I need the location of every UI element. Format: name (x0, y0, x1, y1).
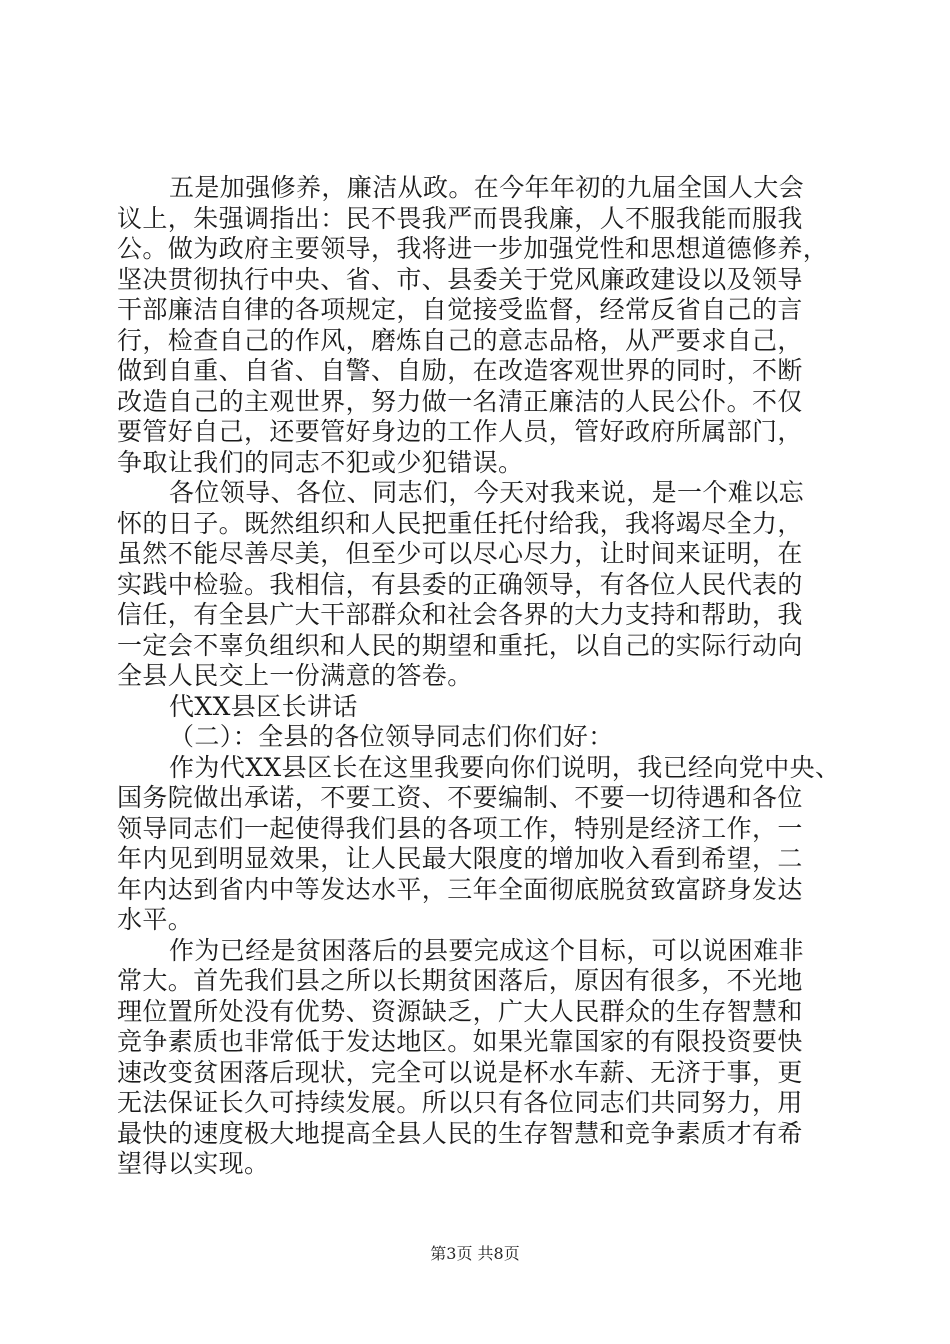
document-body (117, 173, 841, 1180)
text-line: 虽然不能尽善尽美，但至少可以尽心尽力，让时间来证明，在 (117, 539, 803, 568)
text-line: 竞争素质也非常低于发达地区。如果光靠国家的有限投资要快 (117, 1027, 803, 1056)
page-number-footer: 第3页 共8页 (430, 1244, 520, 1263)
text-line: 年内达到省内中等发达水平，三年全面彻底脱贫致富跻身发达 (117, 874, 803, 904)
text-line: 全县人民交上一份满意的答卷。 (117, 661, 473, 690)
text-line: 五是加强修养，廉洁从政。在今年年初的九届全国人大会 (169, 173, 805, 202)
text-line: 信任，有全县广大干部群众和社会各界的大力支持和帮助，我 (117, 600, 803, 629)
text-line: 年内见到明显效果，让人民最大限度的增加收入看到希望，二 (117, 844, 803, 873)
text-line: 领导同志们一起使得我们县的各项工作，特别是经济工作，一 (117, 813, 803, 843)
text-line: （二）：全县的各位领导同志们你们好： (169, 722, 614, 751)
text-line: 一定会不辜负组织和人民的期望和重托，以自己的实际行动向 (117, 630, 803, 660)
text-line: 行，检查自己的作风，磨炼自己的意志品格，从严要求自己， (117, 325, 803, 355)
text-line: 公。做为政府主要领导，我将进一步加强党性和思想道德修养， (117, 234, 829, 263)
text-line: 改造自己的主观世界，努力做一名清正廉洁的人民公仆。不仅 (117, 386, 803, 416)
text-line: 各位领导、各位、同志们，今天对我来说，是一个难以忘 (169, 478, 805, 507)
text-line: 坚决贯彻执行中央、省、市、县委关于党风廉政建设以及领导 (117, 264, 803, 294)
text-line: 争取让我们的同志不犯或少犯错误。 (117, 447, 524, 477)
text-line: 要管好自己，还要管好身边的工作人员，管好政府所属部门， (117, 417, 803, 446)
text-line: 速改变贫困落后现状，完全可以说是杯水车薪、无济于事，更 (117, 1057, 803, 1087)
text-line: 议上，朱强调指出：民不畏我严而畏我廉，人不服我能而服我 (117, 203, 803, 233)
text-line: 常大。首先我们县之所以长期贫困落后，原因有很多，不光地 (117, 966, 803, 995)
text-line: 干部廉洁自律的各项规定，自觉接受监督，经常反省自己的言 (117, 295, 803, 324)
text-line: 望得以实现。 (117, 1149, 270, 1178)
text-line: 无法保证长久可持续发展。所以只有各位同志们共同努力，用 (117, 1088, 803, 1117)
text-line: 作为代XX县区长在这里我要向你们说明，我已经向党中央、 (169, 752, 841, 782)
text-line: 水平。 (117, 905, 194, 934)
text-line: 理位置所处没有优势、资源缺乏，广大人民群众的生存智慧和 (117, 996, 803, 1026)
text-line: 作为已经是贫困落后的县要完成这个目标，可以说困难非 (169, 935, 805, 965)
text-line: 做到自重、自省、自警、自励，在改造客观世界的同时，不断 (117, 356, 803, 385)
text-line: 最快的速度极大地提高全县人民的生存智慧和竞争素质才有希 (117, 1118, 803, 1148)
text-line: 代XX县区长讲话 (169, 691, 358, 721)
text-line: 怀的日子。既然组织和人民把重任托付给我，我将竭尽全力， (117, 508, 803, 538)
text-line: 国务院做出承诺，不要工资、不要编制、不要一切待遇和各位 (117, 783, 803, 812)
text-line: 实践中检验。我相信，有县委的正确领导，有各位人民代表的 (117, 569, 803, 599)
